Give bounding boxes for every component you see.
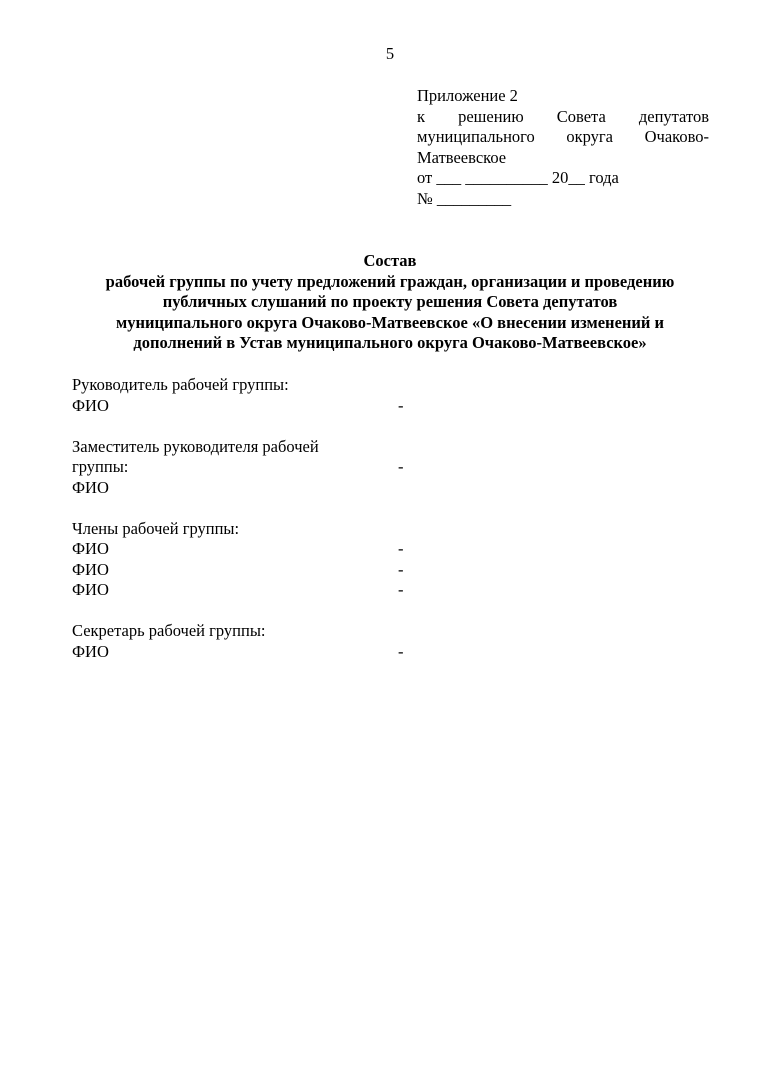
member-fio: ФИО	[72, 539, 109, 558]
secretary-dash: -	[398, 641, 404, 661]
deputy-label-row-2	[72, 457, 492, 478]
title-line-1: рабочей группы по учету предложений граждан, организации и проведению	[105, 271, 675, 291]
appendix-date-line: от ___ __________ 20__ года	[417, 168, 619, 187]
member-row	[72, 580, 492, 601]
secretary-label	[72, 621, 492, 642]
secretary-label-text: Секретарь рабочей группы:	[72, 621, 266, 640]
member-fio: ФИО	[72, 559, 109, 579]
title-line-4: дополнений в Устав муниципального округа Очаково-Матвеевское»	[133, 333, 647, 352]
deputy-label-row-1	[72, 437, 492, 458]
head-fio: ФИО	[72, 395, 109, 415]
head-label-text: Руководитель рабочей группы:	[72, 375, 289, 394]
appendix-number-line: № _________	[417, 188, 512, 208]
secretary-row	[72, 642, 492, 663]
head-dash: -	[398, 395, 404, 415]
members-label-text: Члены рабочей группы:	[72, 518, 240, 538]
member-dash: -	[398, 559, 404, 579]
members-label	[72, 519, 492, 540]
deputy-row	[72, 478, 492, 499]
head-row	[72, 396, 492, 417]
page-number: 5	[385, 44, 395, 63]
member-dash: -	[398, 580, 404, 599]
deputy-label-line-2: группы:	[72, 457, 129, 476]
appendix-block	[417, 86, 709, 209]
member-dash: -	[398, 539, 404, 558]
member-fio: ФИО	[72, 580, 109, 599]
title-heading: Состав	[363, 251, 417, 270]
secretary-fio: ФИО	[72, 641, 109, 661]
appendix-district-line: муниципального округа Очаково-	[417, 127, 709, 146]
appendix-district-name: Матвеевское	[417, 147, 507, 167]
member-row	[72, 539, 492, 560]
working-group-roster	[72, 375, 492, 662]
document-title	[60, 251, 720, 354]
appendix-title: Приложение 2	[417, 86, 518, 105]
deputy-label-line-1: Заместитель руководителя рабочей	[72, 436, 319, 456]
member-row	[72, 560, 492, 581]
title-line-3: муниципального округа Очаково-Матвеевское «О внесении изменений и	[115, 312, 665, 332]
title-line-2: публичных слушаний по проекту решения Совета депутатов	[162, 292, 618, 311]
deputy-dash: -	[398, 457, 404, 476]
deputy-fio: ФИО	[72, 477, 109, 497]
appendix-decision-line: к решению Совета депутатов	[417, 106, 709, 126]
head-label	[72, 375, 492, 396]
